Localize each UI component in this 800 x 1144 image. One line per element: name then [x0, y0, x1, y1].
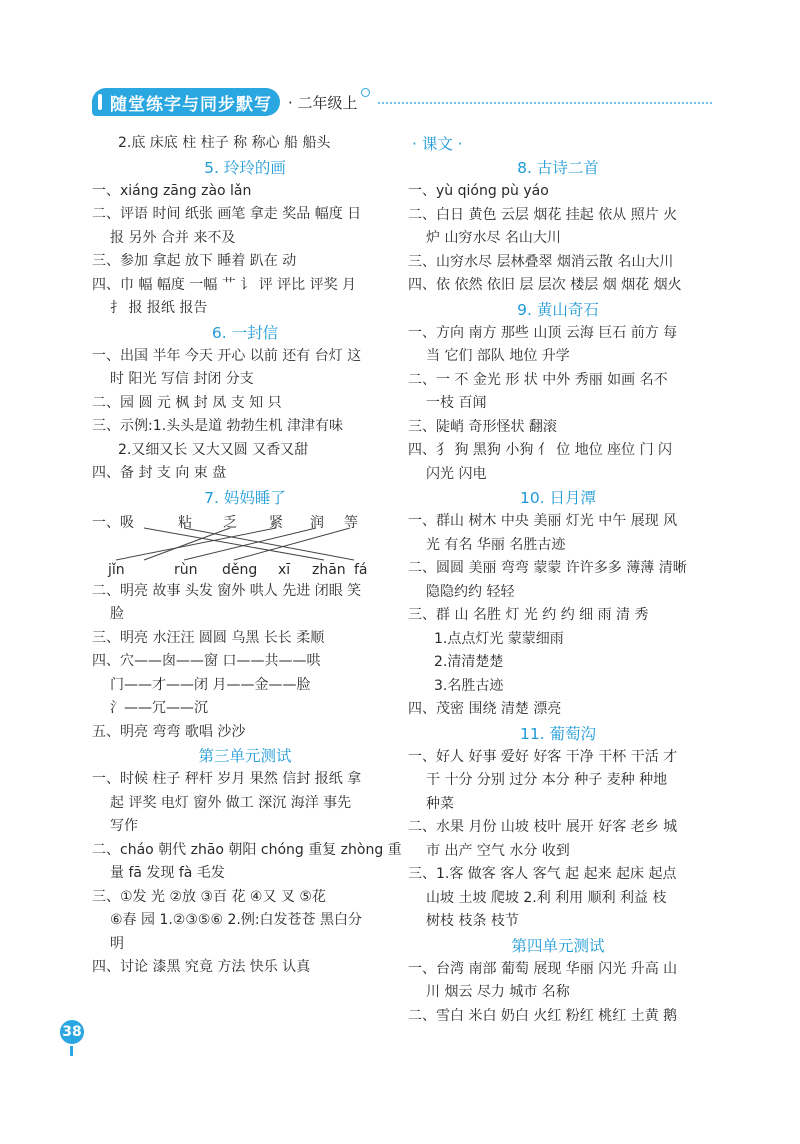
answer-line: 一、好人 好事 爱好 好客 干净 干杯 干活 才	[408, 748, 678, 765]
answer-line: 树枝 枝条 枝节	[426, 913, 519, 929]
match-char: 粘	[178, 514, 192, 531]
badge-bar-decoration	[98, 94, 102, 110]
section-title: 5. 玲玲的画	[204, 158, 286, 177]
answer-line: 闪光 闪电	[426, 465, 487, 482]
match-char: 紧	[269, 514, 283, 531]
section-title: 11. 葡萄沟	[519, 724, 597, 743]
answer-line: 四、茂密 围绕 清楚 漂亮	[408, 701, 562, 717]
section-title: 第四单元测试	[511, 936, 605, 955]
match-pinyin: fá	[354, 561, 368, 578]
section-title: 10. 日月潭	[519, 489, 597, 507]
book-title-badge	[92, 88, 280, 116]
answer-line: 四、备 封 支 向 束 盘	[92, 465, 227, 481]
answer-line: 三、明亮 水汪汪 圆圆 乌黑 长长 柔顺	[92, 629, 325, 646]
answer-line: 时 阳光 写信 封闭 分支	[110, 371, 254, 387]
answer-line: 三、示例:1.头头是道 勃勃生机 津津有味	[92, 418, 343, 434]
answer-line: 起 评奖 电灯 窗外 做工 深沉 海洋 事先	[110, 794, 352, 811]
answer-line: 四、犭 狗 黑狗 小狗 亻 位 地位 座位 门 闪	[408, 442, 673, 458]
answer-line: 当 它们 部队 地位 升学	[426, 348, 570, 364]
left-column	[92, 132, 402, 980]
match-pinyin: rùn	[174, 561, 198, 578]
answer-line: 四、依 依然 依旧 层 层次 楼层 烟 烟花 烟火	[408, 277, 682, 293]
circle-dot-icon	[361, 88, 370, 97]
answer-line: 二、圆圆 美丽 弯弯 蒙蒙 许许多多 薄薄 清晰	[408, 560, 687, 576]
section-title: 7. 妈妈睡了	[204, 488, 286, 507]
answer-line: 三、群 山 名胜 灯 光 约 约 细 雨 清 秀	[408, 607, 649, 623]
answer-line: 写作	[110, 818, 138, 834]
answer-line: 光 有名 华丽 名胜古迹	[426, 536, 566, 553]
section-title: 6. 一封信	[211, 323, 279, 342]
book-title: 随堂练字与同步默写	[110, 95, 272, 115]
answer-line: 三、山穷水尽 层林叠翠 烟消云散 名山大川	[408, 253, 674, 270]
page-number-tick	[70, 1046, 73, 1056]
match-char: 等	[344, 514, 358, 531]
answer-line: 三、陡峭 奇形怪状 翻滚	[408, 418, 557, 435]
answer-line: 门——才——闭 月——金——脸	[110, 676, 311, 693]
answer-line: 量 fā 发现 fà 毛发	[110, 865, 225, 881]
match-pinyin: jǐn	[108, 561, 125, 578]
answer-line: 2.清清楚楚	[434, 654, 504, 670]
answer-line: 二、园 圆 元 枫 封 凤 支 知 只	[92, 394, 282, 411]
answer-line: 2.底 床底 柱 柱子 称 称心 船 船头	[118, 135, 331, 151]
answer-line: 干 十分 分别 过分 本分 种子 麦种 种地	[426, 772, 668, 788]
answer-line: 四、讨论 漆黑 究竟 方法 快乐 认真	[92, 959, 311, 975]
page-header	[92, 88, 712, 118]
match-char: 润	[310, 514, 324, 531]
answer-line: 一枝 百闻	[426, 395, 487, 411]
answer-line: 山坡 土坡 爬坡 2.利 利用 顺利 利益 枝	[426, 889, 667, 906]
answer-line: 二、评语 时间 纸张 画笔 拿走 奖品 幅度 日	[92, 206, 362, 222]
answer-line: 川 烟云 尽力 城市 名称	[426, 984, 570, 1000]
answer-line: 报 另外 合并 来不及	[110, 229, 236, 246]
answer-line: 一、台湾 南部 葡萄 展现 华丽 闪光 升高 山	[408, 960, 678, 977]
answer-line: 二、水果 月份 山坡 枝叶 展开 好客 老乡 城	[408, 819, 678, 835]
right-column	[408, 132, 708, 1028]
answer-line: 3.名胜古迹	[434, 677, 504, 694]
answer-line: 炉 山穷水尽 名山大川	[426, 230, 561, 246]
answer-line: 一、yù qióng pù yáo	[408, 183, 549, 199]
answer-line: 五、明亮 弯弯 歌唱 沙沙	[92, 723, 246, 740]
answer-line: 三、①发 光 ②放 ③百 花 ④又 叉 ⑤花	[92, 888, 326, 905]
answer-line: 二、雪白 米白 奶白 火红 粉红 桃红 土黄 鹅	[408, 1007, 678, 1024]
page-number: 38	[60, 1020, 84, 1044]
answer-line: 三、1.客 做客 客人 客气 起 起来 起床 起点	[408, 866, 677, 882]
answer-line: 一、xiáng zāng zào lǎn	[92, 182, 252, 199]
answer-line: 扌 报 报纸 报告	[110, 300, 208, 316]
section-heading-kewen: · 课文 ·	[412, 135, 463, 153]
answer-line: 二、cháo 朝代 zhāo 朝阳 chóng 重复 zhòng 重	[92, 841, 402, 858]
matching-exercise	[92, 510, 398, 580]
answer-line: 种菜	[426, 795, 454, 812]
answer-line: 四、巾 幅 幅度 一幅 艹 讠 评 评比 评奖 月	[92, 276, 357, 293]
answer-line: 二、一 不 金光 形 状 中外 秀丽 如画 名不	[408, 371, 668, 388]
answer-line: 一、出国 半年 今天 开心 以前 还有 台灯 这	[92, 347, 362, 364]
answer-line: 1.点点灯光 蒙蒙细雨	[434, 630, 564, 647]
section-title: 第三单元测试	[198, 747, 292, 765]
match-pinyin: děng	[222, 561, 258, 578]
answer-line: 四、穴——囱——窗 口——共——哄	[92, 653, 321, 669]
answer-line: 市 出产 空气 水分 收到	[426, 842, 570, 859]
answer-line: 氵——冗——沉	[110, 700, 208, 716]
match-char: 乏	[223, 514, 237, 531]
answer-line: 明	[110, 935, 124, 952]
header-dotted-line	[378, 102, 712, 104]
answer-line: 二、白日 黄色 云层 烟花 挂起 依从 照片 火	[408, 206, 678, 223]
grade-label: · 二年级上	[288, 94, 358, 112]
answer-line: ⑥春 园 1.②③⑤⑥ 2.例:白发苍苍 黑白分	[110, 912, 362, 928]
match-char: 一、吸	[92, 514, 134, 531]
answer-line: 一、群山 树木 中央 美丽 灯光 中午 展现 风	[408, 513, 678, 529]
answer-line: 三、参加 拿起 放下 睡着 趴在 动	[92, 253, 297, 269]
answer-line: 脸	[110, 606, 124, 622]
section-title: 8. 古诗二首	[517, 159, 599, 177]
section-title: 9. 黄山奇石	[517, 300, 599, 319]
match-pinyin: xī	[278, 561, 291, 578]
answer-line: 二、明亮 故事 头发 窗外 哄人 先进 闭眼 笑	[92, 582, 362, 599]
answer-line: 一、时候 柱子 秤杆 岁月 果然 信封 报纸 拿	[92, 771, 362, 787]
match-pinyin: zhān	[312, 561, 346, 578]
answer-line: 隐隐约约 轻轻	[426, 583, 515, 600]
answer-line: 一、方向 南方 那些 山顶 云海 巨石 前方 每	[408, 324, 678, 341]
answer-line: 2.又细又长 又大又圆 又香又甜	[118, 441, 309, 458]
